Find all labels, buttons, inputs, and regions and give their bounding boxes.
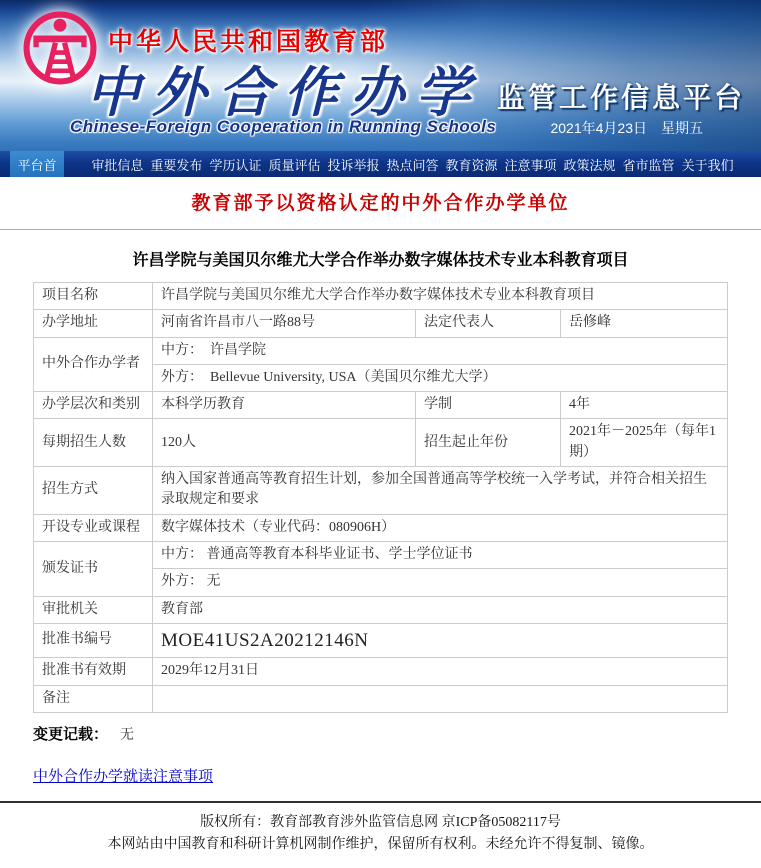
field-value: 数字媒体技术（专业代码：080906H）: [153, 514, 728, 541]
field-value: 中方： 许昌学院: [153, 337, 728, 364]
table-row: [34, 623, 728, 658]
nav-item-education-resources[interactable]: 教育资源: [445, 157, 498, 173]
table-row: [34, 514, 728, 541]
main-nav: [0, 151, 761, 177]
field-value: 岳修峰: [561, 310, 728, 337]
field-label: 招生起止年份: [416, 419, 561, 467]
field-label: 批准书编号: [34, 623, 153, 658]
nav-menu: [64, 151, 761, 177]
approval-number: MOE41US2A20212146N: [153, 623, 728, 658]
nav-item-hot-questions[interactable]: 热点问答: [386, 157, 439, 173]
field-value: 本科学历教育: [153, 392, 416, 419]
field-label: 审批机关: [34, 596, 153, 623]
divider: [0, 229, 761, 230]
field-value: 4年: [561, 392, 728, 419]
field-value: 许昌学院与美国贝尔维尤大学合作举办数字媒体技术专业本科教育项目: [153, 283, 728, 310]
field-label: 学制: [416, 392, 561, 419]
nav-item-platform-home[interactable]: 平台首: [10, 151, 64, 177]
nav-item-approval-info[interactable]: 审批信息: [91, 157, 144, 173]
table-row: [34, 541, 728, 568]
field-value: 外方： 无: [153, 569, 728, 596]
nav-item-provincial-supervision[interactable]: 省市监管: [622, 157, 675, 173]
field-value: 外方： Bellevue University, USA（美国贝尔维尤大学）: [153, 364, 728, 391]
field-value: 120人: [153, 419, 416, 467]
header-date: 2021年4月23日 星期五: [550, 120, 703, 136]
nav-item-quality-evaluation[interactable]: 质量评估: [268, 157, 321, 173]
field-value: 2029年12月31日: [153, 658, 728, 685]
nav-item-about-us[interactable]: 关于我们: [681, 157, 734, 173]
change-record-value: 无: [120, 728, 135, 743]
field-label: 每期招生人数: [34, 419, 153, 467]
platform-title: 监管工作信息平台: [496, 82, 745, 113]
project-info-table: [33, 282, 728, 713]
field-label: 开设专业或课程: [34, 514, 153, 541]
page-title: 教育部予以资格认定的中外合作办学单位: [191, 193, 570, 214]
change-record-label: 变更记载：: [33, 727, 109, 743]
table-row: [34, 596, 728, 623]
field-label: 中外合作办学者: [34, 337, 153, 392]
table-row: [34, 337, 728, 364]
field-label: 办学地址: [34, 310, 153, 337]
field-value: [153, 685, 728, 712]
field-label: 法定代表人: [416, 310, 561, 337]
nav-item-policies-regulations[interactable]: 政策法规: [563, 157, 616, 173]
table-row: [34, 283, 728, 310]
field-label: 项目名称: [34, 283, 153, 310]
site-subtitle-english: Chinese-Foreign Cooperation in Running Schools: [70, 117, 497, 136]
table-row: [34, 685, 728, 712]
table-row: [34, 658, 728, 685]
table-row: [34, 419, 728, 467]
field-label: 招生方式: [34, 467, 153, 515]
field-label: 办学层次和类别: [34, 392, 153, 419]
field-value: 河南省许昌市八一路88号: [153, 310, 416, 337]
field-value: 纳入国家普通高等教育招生计划，参加全国普通高等学校统一入学考试，并符合相关招生录取规定和要求: [153, 467, 728, 515]
site-title: 中外合作办学: [86, 63, 482, 123]
nav-item-important-releases[interactable]: 重要发布: [150, 157, 203, 173]
change-record: [33, 723, 728, 744]
nav-item-notes[interactable]: 注意事项: [504, 157, 557, 173]
main-content: [33, 247, 728, 786]
field-value: 中方： 普通高等教育本科毕业证书、学士学位证书: [153, 541, 728, 568]
table-row: [34, 467, 728, 515]
nav-item-credential-verification[interactable]: 学历认证: [209, 157, 262, 173]
footer-maintenance: 本网站由中国教育和科研计算机网制作维护，保留所有权利。未经允许不得复制、镜像。: [107, 837, 654, 852]
field-label: 颁发证书: [34, 541, 153, 596]
table-row: [34, 392, 728, 419]
site-header: [0, 0, 761, 151]
footer-copyright: 版权所有：教育部教育涉外监管信息网 京ICP备05082117号: [200, 815, 561, 830]
field-label: 备注: [34, 685, 153, 712]
ministry-name: 中华人民共和国教育部: [108, 28, 389, 56]
field-value: 教育部: [153, 596, 728, 623]
study-notice-link[interactable]: 中外合作办学就读注意事项: [33, 769, 214, 785]
page-footer: [0, 801, 761, 868]
table-row: [34, 310, 728, 337]
field-label: 批准书有效期: [34, 658, 153, 685]
nav-item-complaints[interactable]: 投诉举报: [327, 157, 380, 173]
field-value: 2021年－2025年（每年1期）: [561, 419, 728, 467]
project-title: 许昌学院与美国贝尔维尤大学合作举办数字媒体技术专业本科教育项目: [132, 252, 629, 269]
